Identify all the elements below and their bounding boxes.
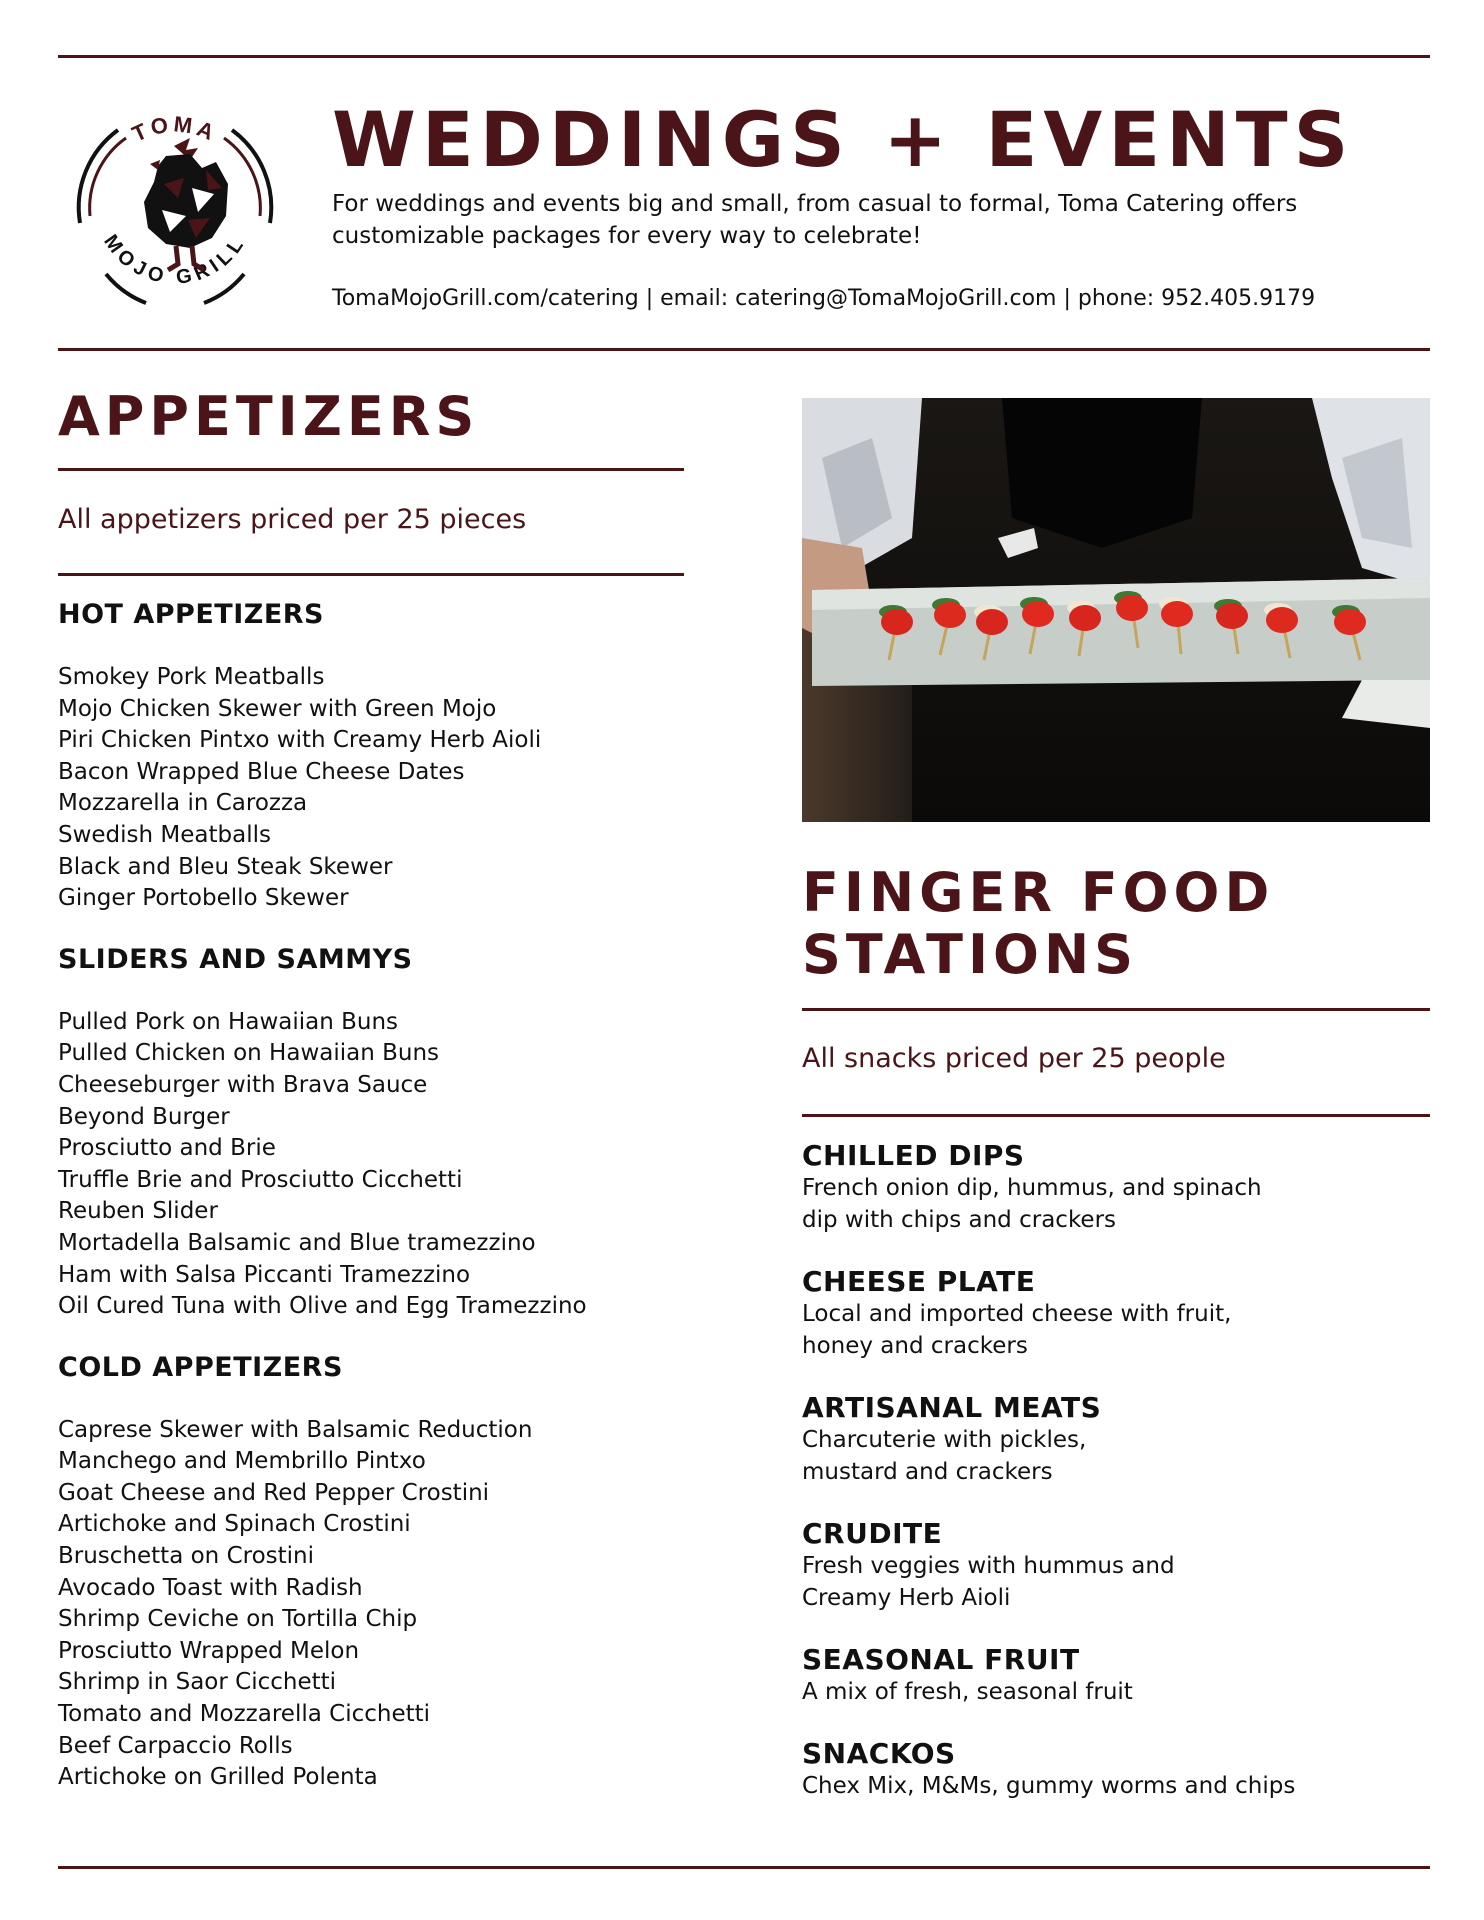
list-item: Ginger Portobello Skewer [58, 885, 349, 912]
station-artisanal-meats [802, 1392, 1430, 1488]
station-description: Fresh veggies with hummus and Creamy Herb Aioli [802, 1553, 1175, 1611]
list-item: Mortadella Balsamic and Blue tramezzino [58, 1229, 536, 1256]
list-item: Ham with Salsa Piccanti Tramezzino [58, 1261, 471, 1288]
list-item: Mojo Chicken Skewer with Green Mojo [58, 695, 497, 722]
list-item: Cheeseburger with Brava Sauce [58, 1071, 428, 1098]
station-name: CRUDITE [802, 1517, 943, 1550]
station-name: SEASONAL FRUIT [802, 1643, 1080, 1676]
station-description: Local and imported cheese with fruit, honey and crackers [802, 1301, 1232, 1359]
list-item: Reuben Slider [58, 1198, 218, 1225]
station-description: A mix of fresh, seasonal fruit [802, 1679, 1133, 1705]
cold-appetizers-list [58, 1415, 678, 1794]
station-name: SNACKOS [802, 1737, 956, 1770]
list-item: Shrimp Ceviche on Tortilla Chip [58, 1606, 418, 1633]
station-chilled-dips [802, 1140, 1430, 1236]
list-item: Piri Chicken Pintxo with Creamy Herb Aioli [58, 727, 542, 754]
station-description: French onion dip, hummus, and spinach dip with chips and crackers [802, 1175, 1262, 1233]
finger-food-title-line1: FINGER FOOD [802, 861, 1275, 924]
top-divider [58, 55, 1430, 58]
list-item: Pulled Chicken on Hawaiian Buns [58, 1040, 440, 1067]
appetizers-divider-top [58, 468, 684, 471]
list-item: Shrimp in Saor Cicchetti [58, 1669, 337, 1696]
logo-bottom-text: MOJO GRILL [99, 230, 251, 289]
appetizers-title: APPETIZERS [58, 385, 480, 448]
hot-appetizers-list [58, 662, 678, 915]
finger-food-price-note: All snacks priced per 25 people [802, 1043, 1226, 1074]
list-item: Swedish Meatballs [58, 821, 271, 848]
list-item: Beyond Burger [58, 1103, 230, 1130]
station-name: CHILLED DIPS [802, 1139, 1025, 1172]
list-item: Avocado Toast with Radish [58, 1574, 363, 1601]
list-item: Beef Carpaccio Rolls [58, 1732, 293, 1759]
list-item: Bacon Wrapped Blue Cheese Dates [58, 758, 465, 785]
station-name: ARTISANAL MEATS [802, 1391, 1102, 1424]
header-divider [58, 348, 1430, 351]
list-item: Prosciutto and Brie [58, 1135, 276, 1162]
station-snackos [802, 1738, 1430, 1802]
stations-list [802, 1140, 1430, 1832]
list-item: Goat Cheese and Red Pepper Crostini [58, 1479, 490, 1506]
list-item: Black and Bleu Steak Skewer [58, 853, 393, 880]
header-tagline: For weddings and events big and small, from casual to formal, Toma Catering offers customizable packages for every way to celebrate! [332, 191, 1298, 249]
bottom-divider [58, 1866, 1430, 1869]
finger-food-divider-top [802, 1008, 1430, 1011]
list-item: Bruschetta on Crostini [58, 1543, 315, 1570]
list-item: Smokey Pork Meatballs [58, 664, 325, 690]
list-item: Oil Cured Tuna with Olive and Egg Tramezzino [58, 1293, 587, 1320]
toma-mojo-grill-logo [66, 98, 284, 316]
page-title: WEDDINGS + EVENTS [332, 95, 1355, 184]
finger-food-title [802, 862, 1274, 986]
logo-top-text: TOMA [128, 111, 222, 147]
cold-appetizers-heading: COLD APPETIZERS [58, 1351, 343, 1383]
station-name: CHEESE PLATE [802, 1265, 1036, 1298]
appetizers-divider-bottom [58, 573, 684, 576]
appetizers-price-note: All appetizers priced per 25 pieces [58, 504, 527, 535]
station-cheese-plate [802, 1266, 1430, 1362]
hot-appetizers-heading: HOT APPETIZERS [58, 599, 325, 630]
station-description: Chex Mix, M&Ms, gummy worms and chips [802, 1773, 1296, 1799]
list-item: Pulled Pork on Hawaiian Buns [58, 1008, 399, 1035]
rooster-icon [144, 138, 228, 270]
appetizers-list-column [58, 598, 678, 1794]
list-item: Caprese Skewer with Balsamic Reduction [58, 1416, 533, 1443]
list-item: Manchego and Membrillo Pintxo [58, 1448, 426, 1475]
contact-line: TomaMojoGrill.com/catering | email: catering@TomaMojoGrill.com | phone: 952.405.9179 [332, 286, 1316, 311]
station-crudite [802, 1518, 1430, 1614]
caprese-skewer-tray-photo [802, 398, 1430, 822]
finger-food-title-line2: STATIONS [802, 923, 1139, 986]
station-seasonal-fruit [802, 1644, 1430, 1708]
station-description: Charcuterie with pickles, mustard and crackers [802, 1427, 1087, 1485]
finger-food-divider-bottom [802, 1114, 1430, 1117]
list-item: Tomato and Mozzarella Cicchetti [58, 1701, 431, 1728]
sliders-list [58, 1007, 678, 1323]
list-item: Mozzarella in Carozza [58, 790, 308, 817]
sliders-and-sammys-heading: SLIDERS AND SAMMYS [58, 943, 413, 975]
list-item: Truffle Brie and Prosciutto Cicchetti [58, 1166, 463, 1193]
list-item: Prosciutto Wrapped Melon [58, 1637, 360, 1664]
list-item: Artichoke on Grilled Polenta [58, 1764, 378, 1791]
list-item: Artichoke and Spinach Crostini [58, 1511, 411, 1538]
